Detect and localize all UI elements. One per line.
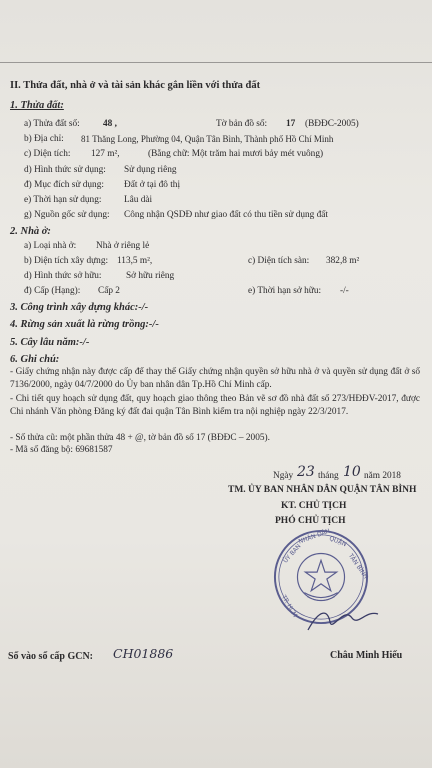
parcel-value: 48 , [103, 119, 117, 129]
perennial: 5. Cây lâu năm:-/- [10, 337, 90, 348]
build-area-value: 113,5 m², [117, 256, 153, 266]
use-form-value: Sử dụng riêng [124, 165, 177, 175]
section-title: II. Thửa đất, nhà ở và tài sản khác gắn liền với thửa đất [10, 80, 261, 91]
origin-value: Công nhận QSDĐ như giao đất có thu tiền sử dụng đất [124, 210, 329, 220]
house-type-value: Nhà ở riêng lẻ [96, 241, 150, 251]
own-form-value: Sở hữu riêng [126, 271, 175, 281]
notes-heading: 6. Ghi chú: [10, 354, 60, 365]
register-label: Số vào sổ cấp GCN: [8, 651, 94, 662]
svg-text:TP. HCM: TP. HCM [280, 594, 299, 619]
year-label: năm 2018 [364, 471, 401, 481]
svg-text:NHÂN DÂN: NHÂN DÂN [297, 528, 332, 546]
note-replacement: - Giấy chứng nhận này được cấp để thay thế Giấy chứng nhận quyền sở hữu nhà ở và quyền sử dụng đất ở số 7136/2000, ngày 04/7/2000 do Ủy ban nhân dân Tp.Hồ Chí Minh cấp. [10, 367, 420, 390]
top-divider [0, 62, 432, 63]
month-label: tháng [318, 471, 339, 481]
area-value: 127 m², [91, 149, 120, 159]
area-label: c) Diện tích: [24, 149, 71, 159]
role-vice-chair: PHÓ CHỦ TỊCH [275, 516, 346, 526]
signer-name: Châu Minh Hiếu [330, 650, 403, 661]
date-prefix: Ngày [273, 471, 294, 481]
land-heading: 1. Thửa đất: [10, 100, 64, 111]
issuing-org: TM. ỦY BAN NHÂN DÂN QUẬN TÂN BÌNH [228, 485, 417, 495]
use-form-label: d) Hình thức sử dụng: [24, 165, 106, 175]
register-value: CH01886 [113, 646, 174, 661]
own-form-label: d) Hình thức sở hữu: [24, 271, 102, 281]
other-works: 3. Công trình xây dựng khác:-/- [10, 302, 149, 313]
note-registration-code: - Mã số đăng bộ: 69681587 [10, 445, 113, 455]
address-label: b) Địa chỉ: [24, 134, 64, 144]
date-month: 10 [343, 464, 361, 480]
term-label: e) Thời hạn sử dụng: [24, 195, 102, 205]
area-words: (Bằng chữ: Một trăm hai mươi bảy mét vuông) [148, 149, 324, 159]
address-value: 81 Thăng Long, Phường 04, Quận Tân Bình, Thành phố Hồ Chí Minh [81, 134, 334, 144]
build-area-label: b) Diện tích xây dựng: [24, 256, 109, 266]
note-old-parcel: - Số thửa cũ: một phần thửa 48 + @, tờ bản đồ số 17 (BĐĐC – 2005). [10, 433, 270, 443]
term-value: Lâu dài [124, 195, 153, 205]
svg-text:QUẬN: QUẬN [328, 535, 348, 549]
own-term-value: -/- [340, 286, 349, 296]
origin-label: g) Nguồn gốc sử dụng: [24, 210, 110, 220]
handwritten-signature [300, 600, 390, 640]
parcel-label: a) Thửa đất số: [24, 119, 80, 129]
role-deputy: KT. CHỦ TỊCH [281, 501, 347, 511]
grade-value: Cấp 2 [98, 286, 120, 296]
forest: 4. Rừng sản xuất là rừng trồng:-/- [10, 319, 159, 330]
grade-label: đ) Cấp (Hạng): [24, 286, 81, 296]
svg-text:ỦY BAN: ỦY BAN [282, 542, 303, 565]
own-term-label: e) Thời hạn sở hữu: [248, 286, 322, 296]
purpose-label: đ) Mục đích sử dụng: [24, 180, 104, 190]
house-heading: 2. Nhà ở: [10, 226, 51, 237]
map-label: Tờ bản đồ số: [216, 119, 268, 129]
svg-text:TÂN BÌNH: TÂN BÌNH [346, 552, 370, 581]
purpose-value: Đất ở tại đô thị [124, 180, 181, 190]
floor-area-value: 382,8 m² [326, 256, 360, 266]
floor-area-label: c) Diện tích sàn: [248, 256, 310, 266]
map-value: 17 [286, 119, 296, 129]
note-planning: - Chi tiết quy hoạch sử dụng đất, quy hoạch giao thông theo Bản vẽ sơ đồ nhà đất số 273/HĐĐV-2017, được Chi nhánh Văn phòng Đăng ký đất đai quận Tân Bình kiểm tra nội nghiệp ngày 22/3/2017. [10, 394, 420, 417]
house-type-label: a) Loại nhà ở: [24, 241, 77, 251]
map-note: (BĐĐC-2005) [305, 119, 359, 129]
date-day: 23 [297, 464, 315, 480]
